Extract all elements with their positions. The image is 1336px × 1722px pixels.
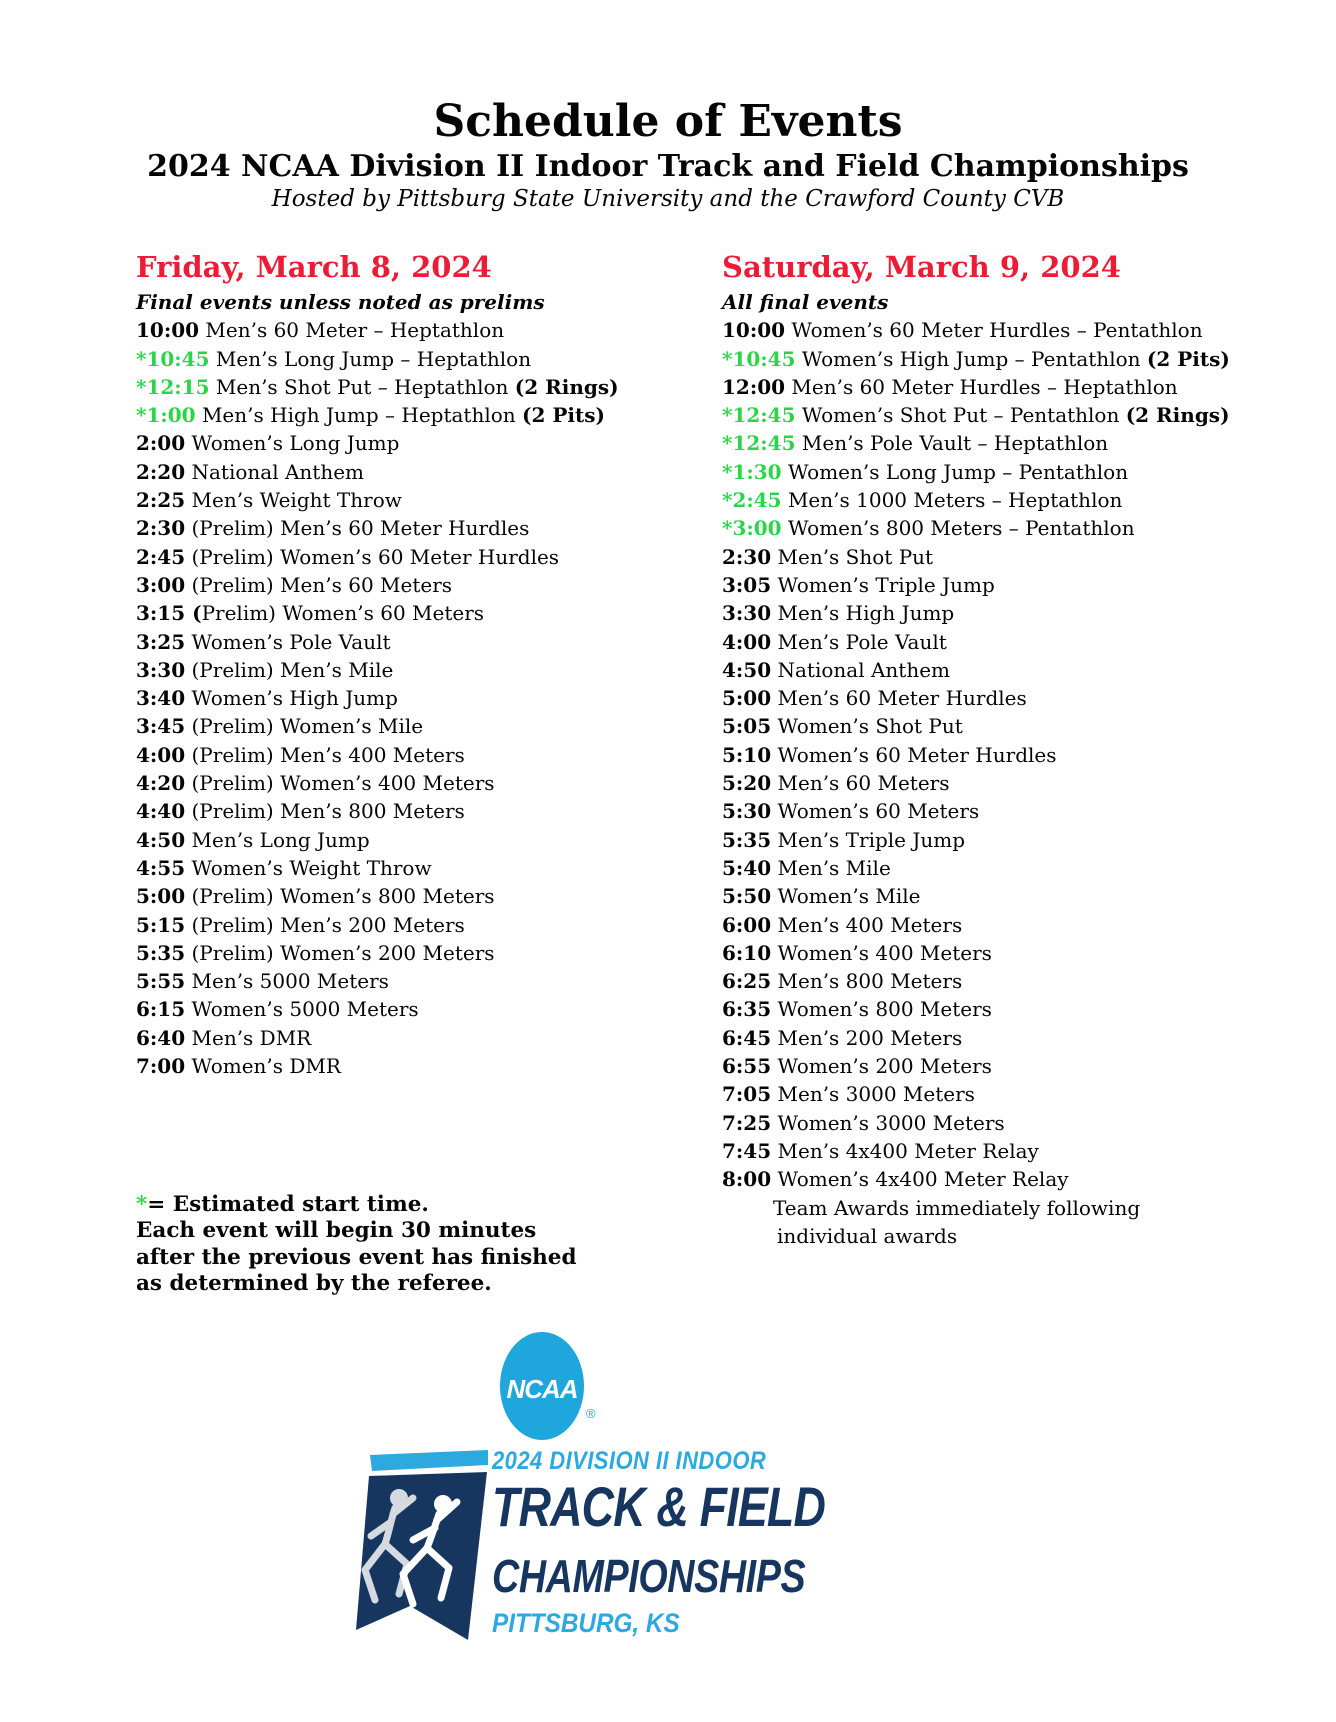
event-row: 2:25 Men’s Weight Throw xyxy=(136,488,402,513)
saturday-heading: Saturday, March 9, 2024 xyxy=(722,250,1121,284)
event-row: *10:45 Women’s High Jump – Pentathlon (2 Pits) xyxy=(722,346,1230,371)
event-row: 3:15 (Prelim) Women’s 60 Meters xyxy=(136,601,485,626)
event-row: 2:30 Men’s Shot Put xyxy=(722,544,934,569)
event-row: 6:15 Women’s 5000 Meters xyxy=(136,997,419,1022)
event-row: 5:55 Men’s 5000 Meters xyxy=(136,969,389,994)
event-row: 6:40 Men’s DMR xyxy=(136,1025,312,1050)
event-row: 7:05 Men’s 3000 Meters xyxy=(722,1082,975,1107)
event-row: 5:50 Women’s Mile xyxy=(722,884,921,909)
saturday-note: All final events xyxy=(722,290,889,314)
event-row: 3:05 Women’s Triple Jump xyxy=(722,572,995,597)
event-row: *10:45 Men’s Long Jump – Heptathlon xyxy=(136,346,532,371)
document-header xyxy=(0,96,1336,214)
event-row: 10:00 Women’s 60 Meter Hurdles – Pentathlon xyxy=(722,318,1203,343)
event-row: *3:00 Women’s 800 Meters – Pentathlon xyxy=(722,516,1135,541)
event-row: 5:00 (Prelim) Women’s 800 Meters xyxy=(136,884,495,909)
event-row: 3:45 (Prelim) Women’s Mile xyxy=(136,714,424,739)
event-row: 6:35 Women’s 800 Meters xyxy=(722,997,992,1022)
hosted-by-line: Hosted by Pittsburg State University and the Crawford County CVB xyxy=(271,186,1065,212)
event-row: *12:15 Men’s Shot Put – Heptathlon (2 Rings) xyxy=(136,374,619,399)
ncaa-wordmark: NCAA xyxy=(506,1374,578,1404)
friday-note: Final events unless noted as prelims xyxy=(136,290,545,314)
event-row: 5:30 Women’s 60 Meters xyxy=(722,799,980,824)
event-row: 5:00 Men’s 60 Meter Hurdles xyxy=(722,686,1027,711)
page-title: Schedule of Events xyxy=(433,96,903,147)
event-row: 5:10 Women’s 60 Meter Hurdles xyxy=(722,742,1057,767)
event-row: 2:30 (Prelim) Men’s 60 Meter Hurdles xyxy=(136,516,530,541)
event-row: 3:40 Women’s High Jump xyxy=(136,686,398,711)
logo-championships-line: CHAMPIONSHIPS xyxy=(492,1550,806,1602)
logo-text-block xyxy=(492,1448,908,1638)
logo-division-line: 2024 DIVISION II INDOOR xyxy=(492,1447,767,1475)
event-row: 6:25 Men’s 800 Meters xyxy=(722,969,963,994)
logo-location-line: PITTSBURG, KS xyxy=(492,1608,680,1638)
event-row: 10:00 Men’s 60 Meter – Heptathlon xyxy=(136,318,505,343)
event-row: 6:10 Women’s 400 Meters xyxy=(722,940,992,965)
event-row: 3:30 Men’s High Jump xyxy=(722,601,955,626)
event-row: 4:55 Women’s Weight Throw xyxy=(136,855,432,880)
event-row: 2:20 National Anthem xyxy=(136,459,364,484)
event-row: 5:40 Men’s Mile xyxy=(722,855,891,880)
event-row: 2:00 Women’s Long Jump xyxy=(136,431,400,456)
event-row: 12:00 Men’s 60 Meter Hurdles – Heptathlon xyxy=(722,374,1178,399)
event-row: 4:20 (Prelim) Women’s 400 Meters xyxy=(136,771,495,796)
event-row: *12:45 Women’s Shot Put – Pentathlon (2 Rings) xyxy=(722,403,1230,428)
event-row: 3:30 (Prelim) Men’s Mile xyxy=(136,657,394,682)
event-row: 4:00 (Prelim) Men’s 400 Meters xyxy=(136,742,465,767)
footnote-line: after the previous event has finished xyxy=(136,1244,577,1270)
event-row: *2:45 Men’s 1000 Meters – Heptathlon xyxy=(722,488,1123,513)
footnote xyxy=(136,1192,577,1297)
event-row: 6:55 Women’s 200 Meters xyxy=(722,1054,992,1079)
footnote-line: Each event will begin 30 minutes xyxy=(136,1218,537,1244)
event-row: *1:00 Men’s High Jump – Heptathlon (2 Pits) xyxy=(136,403,605,428)
event-row: 4:00 Men’s Pole Vault xyxy=(722,629,947,654)
event-row: 3:00 (Prelim) Men’s 60 Meters xyxy=(136,572,453,597)
footnote-line: as determined by the referee. xyxy=(136,1270,492,1296)
friday-heading: Friday, March 8, 2024 xyxy=(136,250,492,284)
event-row: 7:00 Women’s DMR xyxy=(136,1054,341,1079)
event-row: 5:20 Men’s 60 Meters xyxy=(722,771,950,796)
event-row: 4:50 National Anthem xyxy=(722,657,950,682)
event-row: 5:05 Women’s Shot Put xyxy=(722,714,963,739)
page-subtitle: 2024 NCAA Division II Indoor Track and Field Championships xyxy=(147,149,1189,184)
logo-track-field-line: TRACK & FIELD xyxy=(492,1475,826,1538)
event-row: 6:00 Men’s 400 Meters xyxy=(722,912,963,937)
ncaa-logo-disk xyxy=(500,1332,584,1440)
event-row: 5:35 (Prelim) Women’s 200 Meters xyxy=(136,940,495,965)
footnote-line: *= Estimated start time. xyxy=(136,1192,429,1217)
event-row: 7:45 Men’s 4x400 Meter Relay xyxy=(722,1138,1039,1163)
friday-column xyxy=(136,250,696,1080)
event-row: 8:00 Women’s 4x400 Meter Relay xyxy=(722,1167,1069,1192)
event-row: 7:25 Women’s 3000 Meters xyxy=(722,1110,1005,1135)
registered-trademark-icon: ® xyxy=(586,1406,596,1421)
friday-events xyxy=(136,316,696,1080)
event-row: Team Awards immediately following xyxy=(773,1195,1141,1220)
event-row: 6:45 Men’s 200 Meters xyxy=(722,1025,963,1050)
event-row: 2:45 (Prelim) Women’s 60 Meter Hurdles xyxy=(136,544,560,569)
event-row: individual awards xyxy=(777,1223,958,1248)
event-row: 4:50 Men’s Long Jump xyxy=(136,827,370,852)
event-row: *1:30 Women’s Long Jump – Pentathlon xyxy=(722,459,1129,484)
pennant-banner-icon xyxy=(347,1446,492,1646)
event-row: 4:40 (Prelim) Men’s 800 Meters xyxy=(136,799,465,824)
saturday-events xyxy=(722,316,1322,1250)
event-row: 5:15 (Prelim) Men’s 200 Meters xyxy=(136,912,465,937)
saturday-column xyxy=(722,250,1322,1250)
event-row: 5:35 Men’s Triple Jump xyxy=(722,827,966,852)
event-row: *12:45 Men’s Pole Vault – Heptathlon xyxy=(722,431,1109,456)
event-row: 3:25 Women’s Pole Vault xyxy=(136,629,391,654)
